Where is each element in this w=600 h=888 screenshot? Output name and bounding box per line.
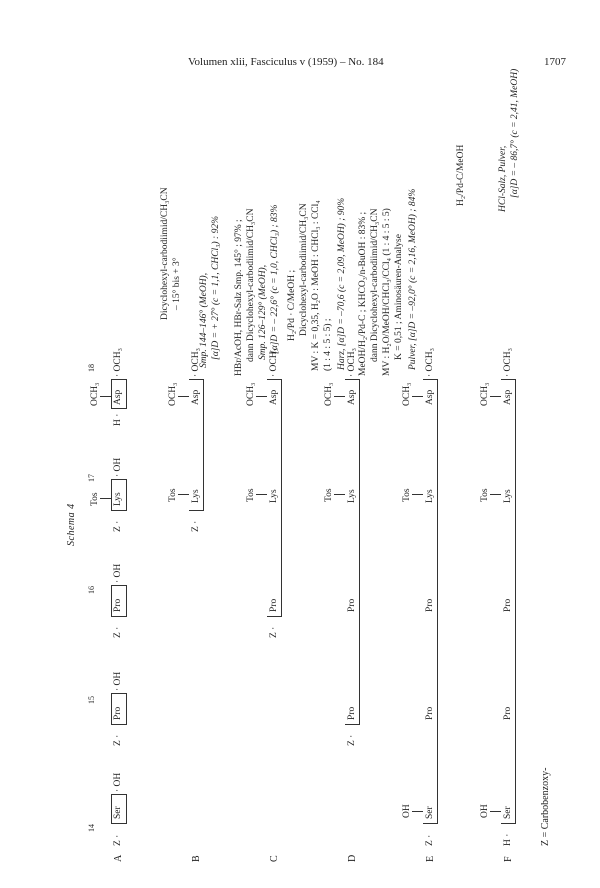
protect-group: Z ·: [191, 520, 201, 532]
residue: Ser: [503, 806, 513, 819]
bond-line: [178, 396, 189, 397]
terminal: · OCH₃: [191, 348, 201, 377]
side-chain: OCH₃: [402, 382, 412, 406]
peptide-bracket: [267, 379, 282, 617]
side-chain: Tos: [90, 492, 100, 506]
reaction-note: MV : K = 0,35, H₂O : MeOH : CHCl₃ : CCl₄: [311, 200, 321, 371]
residue: Lys: [191, 489, 201, 503]
row-label: D: [347, 854, 358, 862]
reaction-note: Dicyclohexyl-carbodiimid/CH₃CN: [160, 187, 170, 320]
side-chain: OCH₃: [90, 382, 100, 406]
running-head: Volumen xlii, Fasciculus v (1959) – No. 184: [188, 56, 384, 68]
residue: Asp: [113, 389, 123, 405]
reaction-note: HBr/AcOH, HBr-Salz Smp. 145° ; 97% ;: [234, 219, 244, 376]
terminal: · OH: [113, 563, 123, 583]
residue: Pro: [425, 598, 435, 612]
peptide-bracket: [501, 379, 516, 824]
terminal: · OCH₃: [269, 348, 279, 377]
peptide-bracket: [345, 379, 360, 725]
reaction-note: MV : H₂O/MeOH/CHCl₃/CCl₄ (1 : 4 : 5 : 5): [382, 208, 392, 376]
terminal: · OCH₃: [503, 348, 513, 377]
footnote: Z = Carbobenzoxy-: [540, 767, 551, 846]
bond-line: [100, 498, 111, 499]
side-chain: OH: [402, 804, 412, 818]
side-chain: Tos: [168, 488, 178, 502]
column-number: 18: [87, 364, 96, 372]
side-chain: Tos: [480, 488, 490, 502]
row-label: F: [503, 856, 514, 862]
bond-line: [100, 396, 111, 397]
reaction-note: Pulver, [α]D = –92,0° (c = 2,16, MeOH) ; 84%: [408, 188, 418, 370]
column-number: 15: [87, 696, 96, 704]
reaction-note: (1 : 4 : 5 : 5) ;: [323, 318, 333, 371]
bond-line: [490, 494, 501, 495]
side-chain: Tos: [246, 488, 256, 502]
bond-line: [412, 396, 423, 397]
peptide-bracket: [423, 379, 438, 824]
terminal: H ·: [113, 413, 123, 426]
residue: Asp: [269, 389, 279, 405]
reaction-note: K = 0,51 ; Aminosäuren-Analyse: [394, 234, 404, 360]
residue: Pro: [113, 598, 123, 612]
row-label: C: [269, 855, 280, 862]
row-label: A: [113, 854, 124, 862]
reaction-note: [α]D = – 22,6° (c = 1,0, CHCl₃) ; 83%: [270, 204, 280, 354]
scheme-title: Schema 4: [66, 503, 77, 546]
residue: Asp: [425, 389, 435, 405]
side-chain: OCH₃: [324, 382, 334, 406]
side-chain: OCH₃: [480, 382, 490, 406]
protect-group: Z ·: [113, 520, 123, 532]
residue: Pro: [269, 598, 279, 612]
protect-group: Z ·: [113, 626, 123, 638]
residue: Pro: [347, 598, 357, 612]
residue: Pro: [347, 706, 357, 720]
residue: Asp: [347, 389, 357, 405]
reaction-note: Dicyclohexyl-carbodiimid/CH₃CN: [299, 203, 309, 336]
reaction-note: [α]D = – 86,7° (c = 2,41, MeOH): [510, 68, 520, 198]
residue: Pro: [425, 706, 435, 720]
terminal: · OCH₃: [113, 348, 123, 377]
residue: Ser: [113, 806, 123, 819]
terminal: H ·: [503, 833, 513, 846]
residue: Asp: [191, 389, 201, 405]
rotated-scheme: [44, 68, 564, 862]
bond-line: [412, 494, 423, 495]
reaction-note: dann Dicyclohexyl-carbodiimid/CH₃CN: [370, 208, 380, 362]
bond-line: [178, 494, 189, 495]
bond-line: [256, 396, 267, 397]
row-label: E: [425, 855, 436, 862]
reaction-note: H₂/Pd-C/MeOH: [456, 144, 466, 206]
peptide-bracket: [189, 379, 204, 511]
side-chain: OH: [480, 804, 490, 818]
reaction-note: Harz, [α]D = –70,6 (c = 2,09, MeOH) ; 90%: [337, 197, 347, 370]
protect-group: Z ·: [113, 734, 123, 746]
residue: Lys: [503, 489, 513, 503]
reaction-note: [α]D = + 27° (c = 1,1, CHCl₃) : 92%: [211, 216, 221, 360]
side-chain: Tos: [402, 488, 412, 502]
bond-line: [412, 811, 423, 812]
side-chain: OCH₃: [246, 382, 256, 406]
page-number: 1707: [544, 56, 566, 68]
bond-line: [334, 494, 345, 495]
reaction-note: H₂/Pd · C/MeOH ;: [287, 269, 297, 341]
column-number: 16: [87, 586, 96, 594]
terminal: · OH: [113, 457, 123, 477]
residue: Pro: [503, 706, 513, 720]
row-label: B: [191, 855, 202, 862]
reaction-note: Smp. 144–146° (MeOH),: [199, 272, 209, 368]
bond-line: [490, 396, 501, 397]
reaction-note: dann Dicyclohexyl-carbodiimid/CH₃CN: [246, 208, 256, 362]
residue: Pro: [113, 706, 123, 720]
column-number: 14: [87, 824, 96, 832]
reaction-note: MeOH/H₂/Pd-C ; KHCO₃/n-BuOH : 83% ;: [358, 211, 368, 376]
terminal: · OH: [113, 671, 123, 691]
residue: Pro: [503, 598, 513, 612]
protect-group: Z ·: [347, 734, 357, 746]
side-chain: Tos: [324, 488, 334, 502]
residue: Lys: [425, 489, 435, 503]
residue: Lys: [269, 489, 279, 503]
terminal: · OCH₃: [425, 348, 435, 377]
terminal: · OH: [113, 772, 123, 792]
residue: Lys: [113, 492, 123, 506]
reaction-note: Smp. 126–129° (MeOH),: [258, 264, 268, 360]
side-chain: OCH₃: [168, 382, 178, 406]
residue: Ser: [425, 806, 435, 819]
terminal: · OCH₃: [347, 348, 357, 377]
residue: Lys: [347, 489, 357, 503]
column-number: 17: [87, 474, 96, 482]
protect-group: Z ·: [269, 626, 279, 638]
bond-line: [256, 494, 267, 495]
bond-line: [334, 396, 345, 397]
residue: Asp: [503, 389, 513, 405]
reaction-note: – 15° bis + 3°: [172, 257, 182, 310]
reaction-note: HCl-Salz, Pulver,: [498, 145, 508, 212]
bond-line: [490, 811, 501, 812]
protect-group: Z ·: [425, 834, 435, 846]
protect-group: Z ·: [113, 834, 123, 846]
